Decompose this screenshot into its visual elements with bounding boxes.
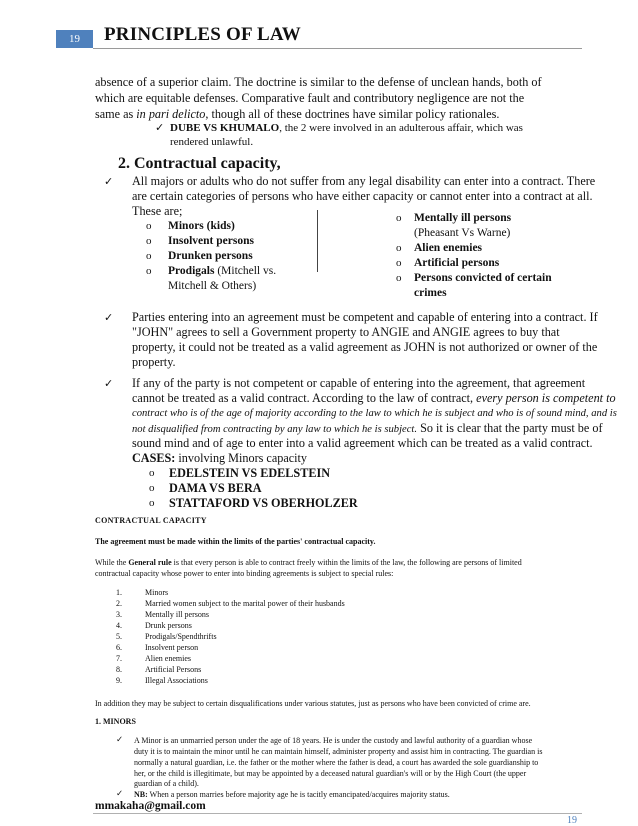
bullet-icon: o	[149, 467, 155, 479]
page-title: PRINCIPLES OF LAW	[104, 24, 301, 45]
category-prodigals-line-2: Mitchell & Others)	[168, 280, 257, 292]
nb-note: NB: When a person marries before majority age he is tacitly emancipated/acquires majority status.	[134, 790, 450, 799]
checkmark-icon: ✓	[116, 789, 124, 799]
bullet-icon: o	[146, 265, 152, 277]
checkmark-icon: ✓	[104, 377, 114, 390]
category-alien-enemies: Alien enemies	[414, 242, 483, 254]
header-page-number: 19	[56, 30, 93, 48]
bullet-icon: o	[396, 272, 402, 284]
majors-line-2: are certain categories of persons who have either capacity or cannot enter into a contract at all.	[132, 189, 593, 203]
majors-line-3: These are;	[132, 204, 183, 218]
case-edelstein: EDELSTEIN VS EDELSTEIN	[169, 466, 330, 480]
list-divider	[317, 210, 318, 272]
intro-line-1: absence of a superior claim. The doctrine is similar to the defense of unclean hands, both of	[95, 75, 542, 89]
parties-line-1: Parties entering into an agreement must be competent and capable of entering into a contract. If	[132, 310, 598, 324]
bullet-icon: o	[146, 235, 152, 247]
competent-line-4: not disqualified from contracting by any law to which he is subject. So it is clear that the party must be of	[132, 421, 603, 435]
limited-item: Married women subject to the marital power of their husbands	[145, 599, 345, 608]
minor-definition-line: normally a natural guardian, i.e. the father or the mother where the father is dead, a court has awarded the sole guardianship to	[134, 758, 539, 767]
competent-line-2: cannot be treated as a valid contract. According to the law of contract, every person is competent to	[132, 391, 616, 405]
limited-item-num: 8.	[116, 665, 122, 674]
category-minors: Minors (kids)	[168, 220, 235, 232]
parties-line-2: "JOHN" agrees to sell a Government property to ANGIE and ANGIE agrees to buy that	[132, 325, 560, 339]
category-drunken: Drunken persons	[168, 250, 253, 262]
minor-definition-line: guardian of a child).	[134, 779, 199, 788]
competent-line-5: sound mind and of age to enter into a valid agreement which can be treated as a valid contract.	[132, 436, 593, 450]
bullet-icon: o	[396, 212, 402, 224]
cases-label: CASES: involving Minors capacity	[132, 451, 308, 465]
limited-item-num: 3.	[116, 610, 122, 619]
bullet-icon: o	[396, 257, 402, 269]
category-insolvent: Insolvent persons	[168, 235, 254, 247]
limited-item: Drunk persons	[145, 621, 192, 630]
limited-item-num: 1.	[116, 588, 122, 597]
limited-item: Mentally ill persons	[145, 610, 209, 619]
limited-item: Prodigals/Spendthrifts	[145, 632, 217, 641]
case-dube-khumalo: DUBE VS KHUMALO, the 2 were involved in an adulterous affair, which was	[170, 122, 523, 134]
limited-item-num: 6.	[116, 643, 122, 652]
category-prodigals: Prodigals (Mitchell vs.	[168, 265, 277, 277]
checkmark-icon: ✓	[104, 175, 114, 188]
checkmark-icon: ✓	[116, 735, 124, 745]
limited-item: Alien enemies	[145, 654, 191, 663]
limited-item-num: 5.	[116, 632, 122, 641]
category-artificial: Artificial persons	[414, 257, 500, 269]
limited-item-num: 4.	[116, 621, 122, 630]
footer-rule	[93, 813, 582, 814]
case-dama-bera: DAMA VS BERA	[169, 481, 262, 495]
majors-line-1: All majors or adults who do not suffer from any legal disability can enter into a contract. There	[132, 174, 596, 188]
disqualifications-note: In addition they may be subject to certain disqualifications under various statutes, just as persons who have been convicted of crime are.	[95, 699, 531, 708]
bullet-icon: o	[146, 220, 152, 232]
category-convicted-line-2: crimes	[414, 287, 447, 299]
checkmark-icon: ✓	[155, 121, 165, 134]
category-mentally-ill-case: (Pheasant Vs Warne)	[414, 227, 511, 239]
limited-item: Insolvent person	[145, 643, 199, 652]
bullet-icon: o	[396, 242, 402, 254]
small-heading-contractual-capacity: CONTRACTUAL CAPACITY	[95, 516, 207, 525]
intro-line-2: which are equitable defenses. Comparative fault and contributory negligence are not the	[95, 91, 525, 105]
case-dube-khumalo-line-2: rendered unlawful.	[170, 136, 254, 148]
competent-line-1: If any of the party is not competent or capable of entering into the agreement, that agreement	[132, 376, 586, 390]
category-convicted: Persons convicted of certain	[414, 272, 552, 284]
bullet-icon: o	[149, 482, 155, 494]
limited-item: Minors	[145, 588, 169, 597]
competent-line-3: contract who is of the age of majority according to the law to which he is subject and who is of sound mind, and is	[132, 408, 617, 419]
bullet-icon: o	[149, 497, 155, 509]
section-heading-contractual-capacity: 2. Contractual capacity,	[118, 155, 281, 172]
limited-item: Artificial Persons	[145, 665, 202, 674]
minors-heading: 1. MINORS	[95, 717, 136, 726]
parties-line-3: property, it could not be treated as a valid agreement as JOHN is not authorized or owner of the	[132, 340, 598, 354]
limited-item-num: 2.	[116, 599, 122, 608]
intro-line-3: same as in pari delicto, though all of these doctrines have similar policy rationales.	[95, 107, 500, 121]
header-rule	[93, 48, 582, 49]
case-stattaford: STATTAFORD VS OBERHOLZER	[169, 496, 358, 510]
small-rule-heading: The agreement must be made within the limits of the parties' contractual capacity.	[95, 537, 376, 546]
checkmark-icon: ✓	[104, 311, 114, 324]
parties-line-4: property.	[132, 355, 176, 369]
bullet-icon: o	[146, 250, 152, 262]
category-mentally-ill: Mentally ill persons	[414, 212, 512, 224]
footer-page-number: 19	[567, 815, 577, 826]
general-rule-line-2: contractual capacity whose power to enter into binding agreements is subject to special rules:	[95, 569, 394, 578]
minor-definition-line: A Minor is an unmarried person under the age of 18 years. He is under the custody and lawful authority of a guardian whose	[134, 736, 533, 745]
minor-definition-line: her, or the child is illegitimate, but may be appointed by a deceased natural guardian's will or by the High Court (the upper	[134, 769, 527, 778]
limited-item-num: 7.	[116, 654, 122, 663]
general-rule-line-1: While the General rule is that every person is able to contract freely within the limits of the law, the following are persons of limited	[95, 558, 522, 567]
footer-email: mmakaha@gmail.com	[95, 800, 206, 812]
minor-definition-line: duty it is to maintain the minor until he can maintain himself, administer property and assist him in contracting. The guardian is	[134, 747, 543, 756]
limited-item: Illegal Associations	[145, 676, 208, 685]
limited-item-num: 9.	[116, 676, 122, 685]
